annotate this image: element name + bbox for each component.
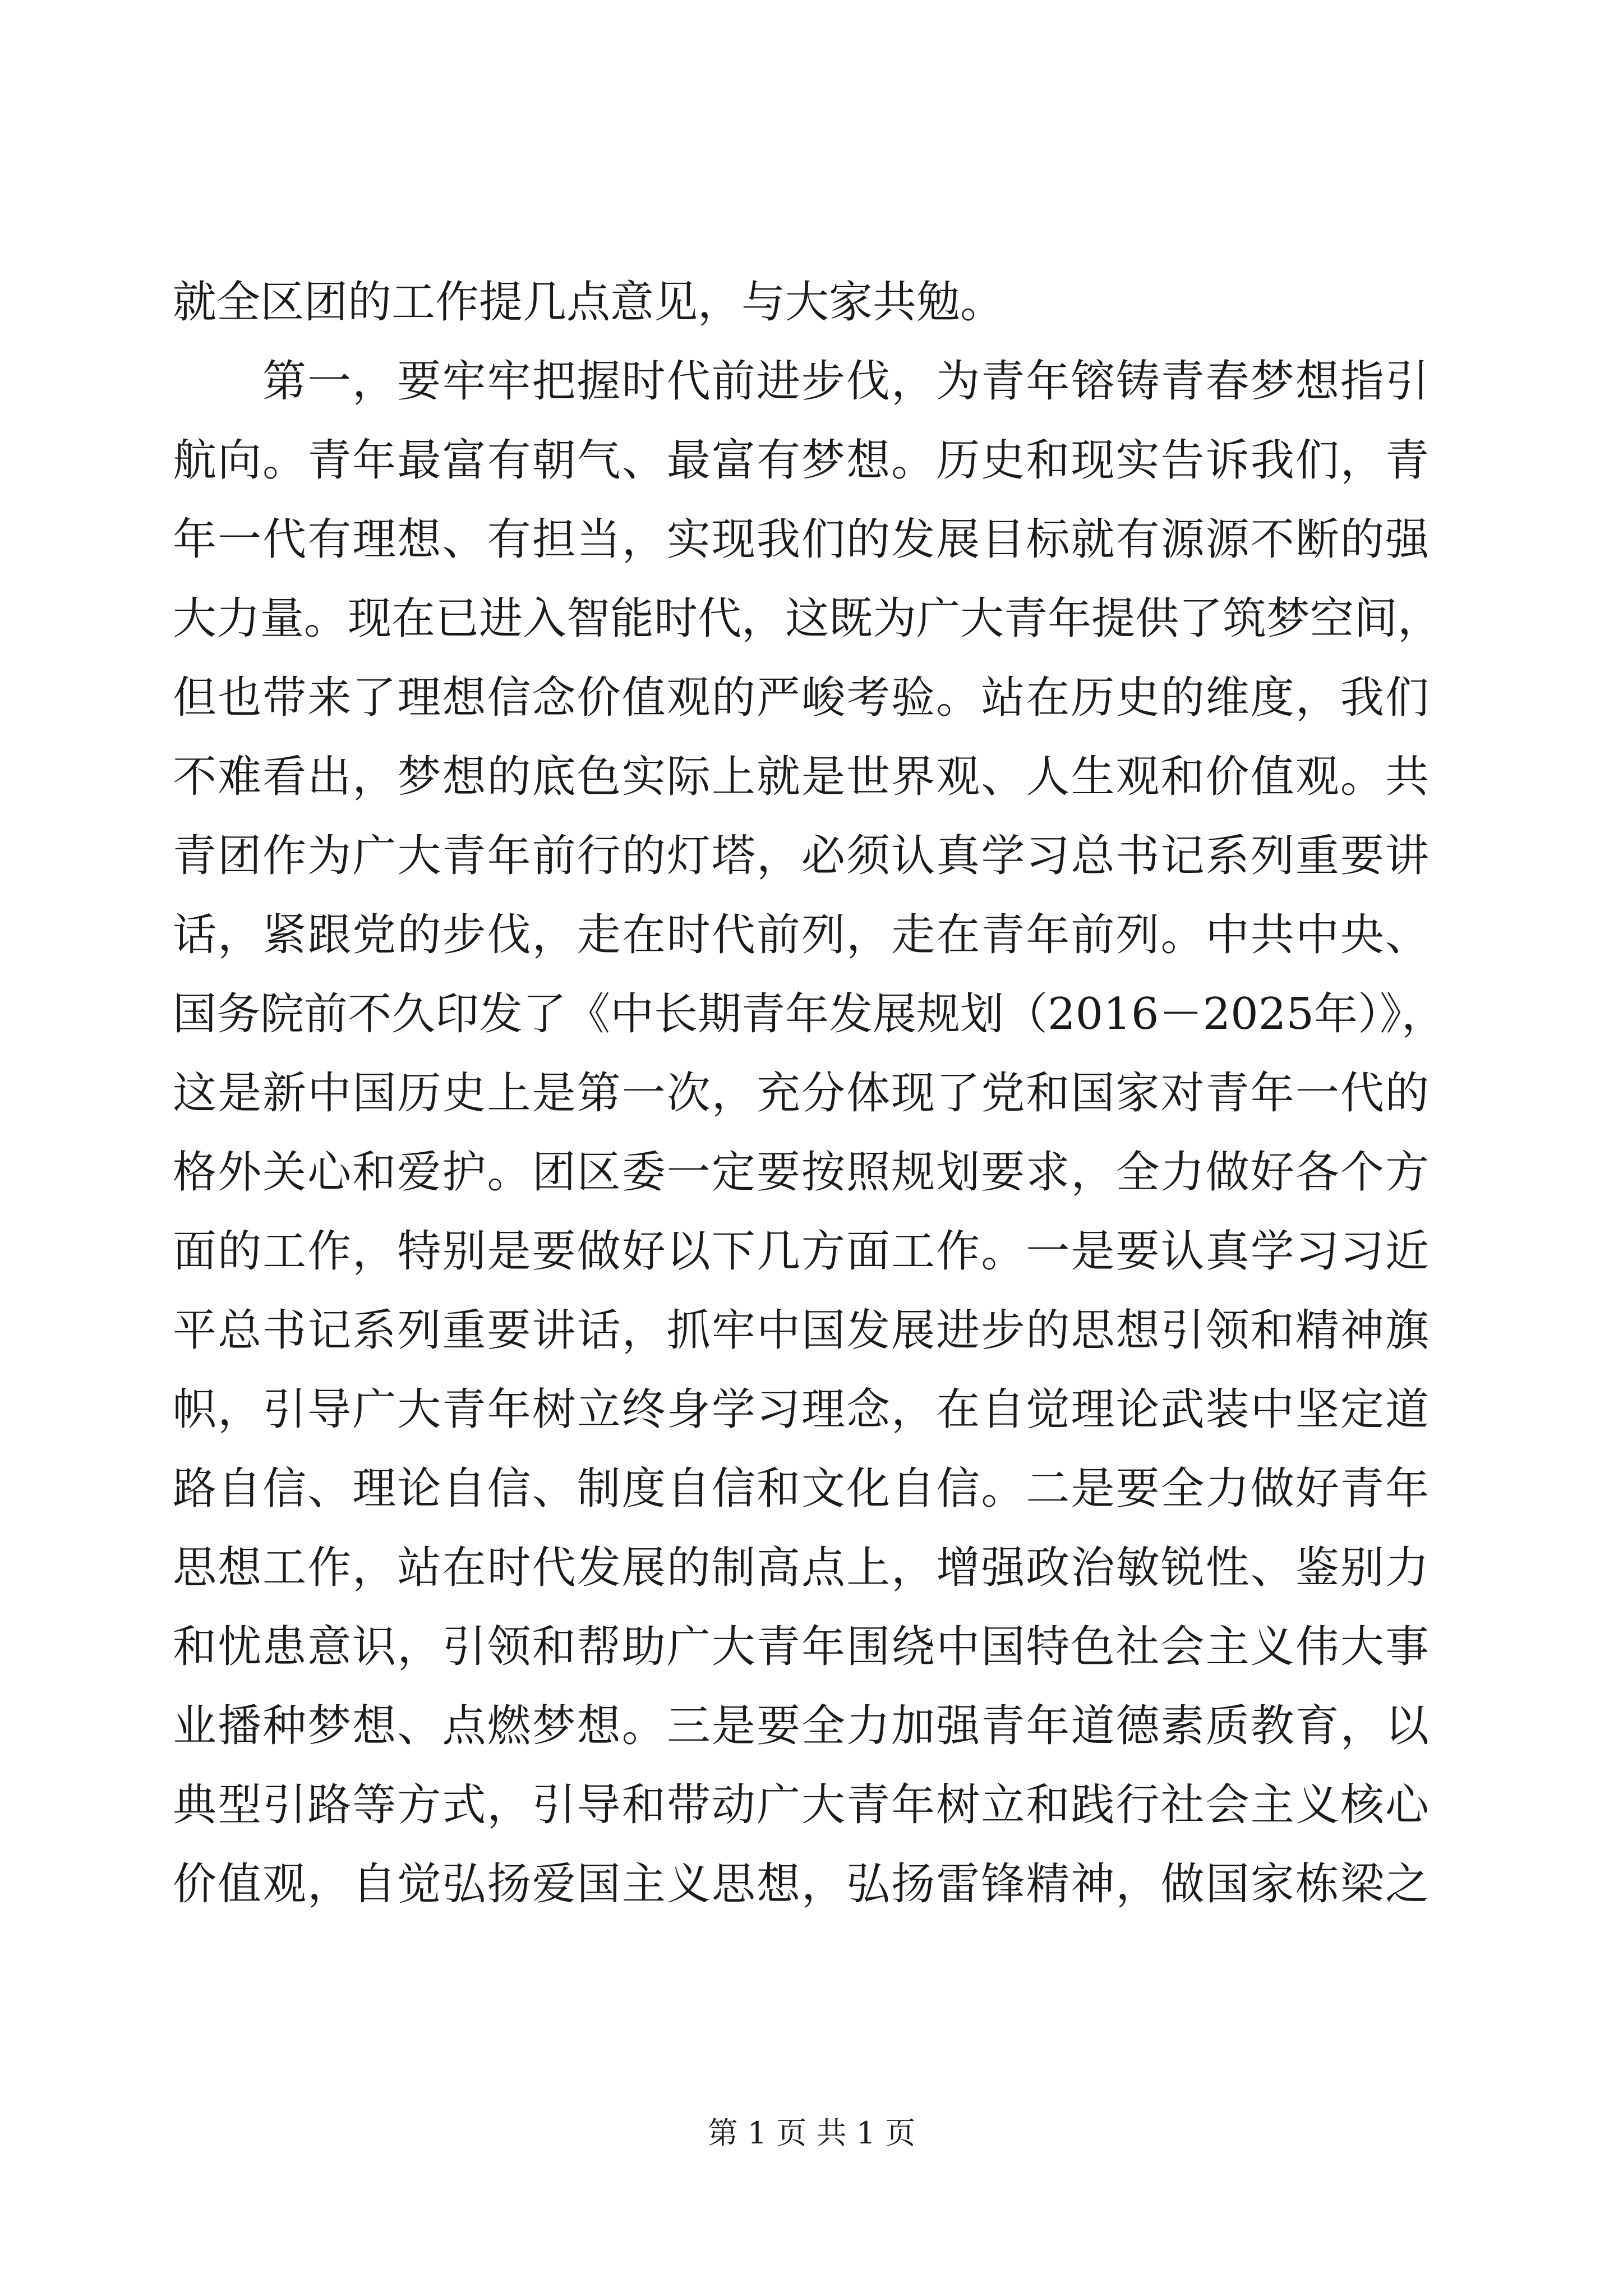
- text-line: 平总书记系列重要讲话，抓牢中国发展进步的思想引领和精神旗: [173, 1305, 1429, 1356]
- text-line: 价值观，自觉弘扬爱国主义思想，弘扬雷锋精神，做国家栋梁之: [173, 1859, 1429, 1910]
- text-line: 但也带来了理想信念价值观的严峻考验。站在历史的维度，我们: [173, 673, 1429, 723]
- text-line: 和忧患意识，引领和帮助广大青年围绕中国特色社会主义伟大事: [173, 1622, 1429, 1672]
- text-line: 思想工作，站在时代发展的制高点上，增强政治敏锐性、鉴别力: [173, 1543, 1429, 1593]
- text-line: 青团作为广大青年前行的灯塔，必须认真学习总书记系列重要讲: [173, 831, 1429, 881]
- text-line: 业播种梦想、点燃梦想。三是要全力加强青年道德素质教育，以: [173, 1701, 1429, 1751]
- text-line: 第一，要牢牢把握时代前进步伐，为青年镕铸青春梦想指引: [262, 356, 1429, 407]
- text-line: 不难看出，梦想的底色实际上就是世界观、人生观和价值观。共: [173, 752, 1429, 802]
- text-line: 话，紧跟党的步伐，走在时代前列，走在青年前列。中共中央、: [173, 910, 1429, 960]
- text-line: 国务院前不久印发了《中长期青年发展规划（2016－2025年）》，: [173, 989, 1446, 1039]
- text-line: 这是新中国历史上是第一次，充分体现了党和国家对青年一代的: [173, 1068, 1429, 1119]
- text-line: 航向。青年最富有朝气、最富有梦想。历史和现实告诉我们，青: [173, 435, 1429, 486]
- text-line: 格外关心和爱护。团区委一定要按照规划要求，全力做好各个方: [173, 1147, 1429, 1198]
- text-line: 典型引路等方式，引导和带动广大青年树立和践行社会主义核心: [173, 1780, 1429, 1830]
- text-line: 帜，引导广大青年树立终身学习理念，在自觉理论武装中坚定道: [173, 1384, 1429, 1435]
- text-line: 面的工作，特别是要做好以下几方面工作。一是要认真学习习近: [173, 1226, 1429, 1277]
- body-text: [173, 263, 1446, 1924]
- text-line: 就全区团的工作提几点意见，与大家共勉。: [173, 277, 1004, 328]
- text-line: 路自信、理论自信、制度自信和文化自信。二是要全力做好青年: [173, 1464, 1429, 1514]
- page-number-footer: 第 1 页 共 1 页: [707, 2115, 916, 2151]
- text-line: 大力量。现在已进入智能时代，这既为广大青年提供了筑梦空间，: [173, 593, 1442, 644]
- text-line: 年一代有理想、有担当，实现我们的发展目标就有源源不断的强: [173, 514, 1429, 565]
